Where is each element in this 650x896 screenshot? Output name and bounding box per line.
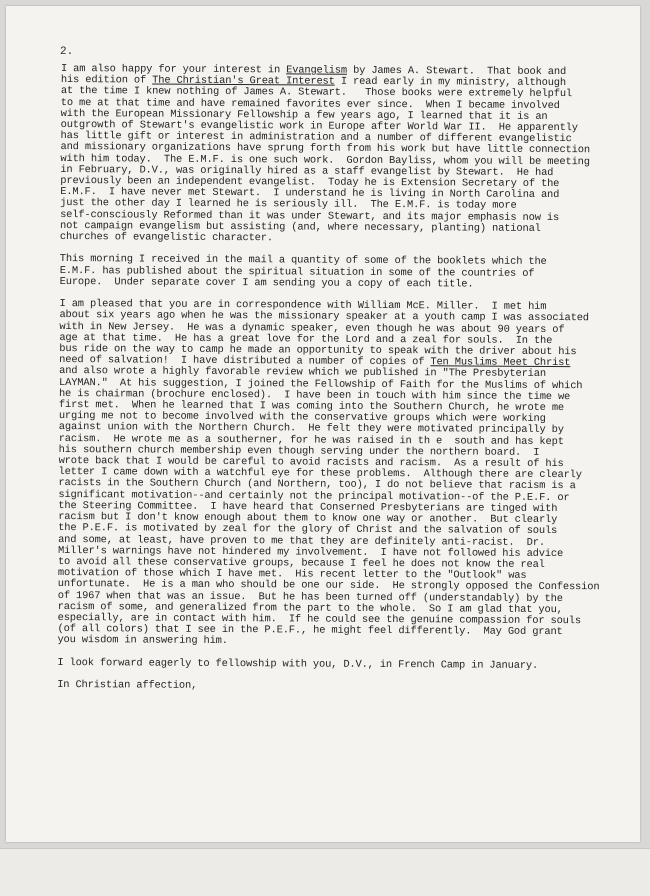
- text-line: against union with the Northern Church. He felt they were motivated principally by: [58, 421, 564, 437]
- text-line: with the European Missionary Fellowship a few years ago, I learned that it is an: [60, 107, 548, 123]
- text-line: of 1967 when that was an issue. But he has been turned off (understandably) by the: [57, 589, 563, 605]
- text-line: not campaign evangelism but assisting (and, where necessary, planting) national: [59, 219, 541, 235]
- text-line: previously been an independent evangelist. Today he is Extension Secretary of the: [60, 175, 560, 191]
- text-line: churches of evangelistic character.: [59, 231, 273, 245]
- text-line: with him today. The E.M.F. is one such work. Gordon Bayliss, whom you will be meeting: [60, 152, 590, 168]
- text-line: with in New Jersey. He was a dynamic speaker, even though he was about 90 years of: [59, 320, 565, 336]
- text-line: This morning I received in the mail a quantity of some of the booklets which the: [59, 253, 547, 269]
- text-line: especially, are in contact with him. If he could see the genuine compassion for souls: [57, 611, 582, 628]
- text-line: wrote back that I would be careful to avoid racists and racism. As a result of his: [58, 455, 564, 471]
- text-line: E.M.F. I have never met Stewart. I understand he is living in North Carolina and: [60, 186, 560, 202]
- text-line: E.M.F. has published about the spiritual situation in some of the countries of: [59, 264, 535, 280]
- paragraph: [60, 254, 630, 291]
- text-line: at the time I knew nothing of James A. Stewart. Those books were extremely helpful: [60, 85, 573, 101]
- page-number: 2.: [60, 46, 74, 58]
- text-line: racism. He wrote me as a southerner, for he was raised in th e south and has kept: [58, 432, 564, 448]
- text-line: I look forward eagerly to fellowship with you, D.V., in French Camp in January.: [57, 656, 539, 672]
- text-line: motivation of those which I have met. His recent letter to the "Outlook" was: [57, 567, 527, 582]
- underlined-title: Evangelism: [286, 64, 348, 77]
- text-line: urging me not to become involved with the conservative groups which were working: [58, 410, 546, 426]
- text-line: age at that time. He has a great love for the Lord and a zeal for souls. In the: [59, 331, 553, 347]
- text-line: I am pleased that you are in correspondence with William McE. Miller. I met him: [59, 298, 547, 314]
- paragraph: [60, 64, 631, 247]
- text-line: just the other day I learned he is seriously ill. The E.M.F. is today more: [60, 197, 517, 213]
- text-line: has little gift or interest in administration and a number of different evangelistic: [60, 130, 572, 146]
- text-line: significant motivation--and certainly not the principal motivation--of the P.E.F. or: [58, 488, 570, 504]
- text-line: letter I came down with a watchful eye for these problems. Although there are clearly: [58, 466, 582, 482]
- paragraph: [57, 299, 629, 650]
- text-line: I am also happy for your interest in Evangelism by James A. Stewart. That book and: [60, 63, 567, 79]
- text-line: and also wrote a highly favorable review which we published in "The Presbyterian: [59, 365, 546, 381]
- paragraph: [57, 658, 627, 673]
- text-line: outgrowth of Stewart's evangelistic work in Europe after World War II. He apparently: [60, 119, 578, 135]
- underlined-title: Ten Muslims Meet Christ: [430, 356, 571, 370]
- text-line: racism but I don't know enough about them to know one way or another. But clearly: [58, 511, 558, 527]
- text-line: the Steering Committee. I have heard that Conserned Presbyterians are tinged with: [58, 499, 558, 515]
- text-line: you wisdom in answering him.: [57, 634, 228, 648]
- text-line: the P.E.F. is motivated by zeal for the glory of Christ and the salvation of souls: [58, 522, 558, 538]
- text-line: he is chairman (brochure enclosed). I have been in touch with him since the time we: [58, 387, 571, 403]
- scanner-bed-strip: [0, 848, 650, 896]
- text-line: first met. When he learned that I was coming into the Southern Church, he wrote me: [58, 399, 565, 415]
- text-line: to me at that time and have remained favorites ever since. When I became involved: [60, 96, 560, 112]
- text-line: (of all colors) that I see in the P.E.F., he might feel differently. May God grant: [57, 623, 563, 639]
- text-line: racism of some, and generalized from the part to the whole. So I am glad that you,: [57, 600, 563, 616]
- text-line: LAYMAN." At his suggestion, I joined the Fellowship of Faith for the Muslims of which: [59, 376, 583, 392]
- text-line: racists in the Southern Church (and Northern, too), I do not believe that racism is a: [58, 477, 576, 493]
- text-line: Miller's warnings have not hindered my involvement. I have not followed his advice: [57, 544, 564, 560]
- text-line: need of salvation! I have distributed a number of copies of Ten Muslims Meet Christ: [59, 354, 571, 370]
- text-line: and missionary organizations have sprung forth from his work but have little connection: [60, 141, 590, 157]
- letter-body: [57, 64, 631, 706]
- text-line: In Christian affection,: [57, 679, 198, 692]
- text-line: Europe. Under separate cover I am sending you a copy of each title.: [59, 275, 474, 291]
- text-line: about six years ago when he was the missionary speaker at a youth camp I was associated: [59, 309, 589, 325]
- text-line: self-consciously Reformed than it was under Stewart, and its major emphasis now is: [60, 208, 560, 224]
- letter-page: [6, 6, 640, 842]
- text-line: to avoid all these conservative groups, because I feel he does not know the real: [57, 555, 545, 571]
- underlined-title: The Christian's Great Interest: [152, 74, 335, 88]
- paragraph: [57, 680, 627, 695]
- text-line: and some, at least, have proven to me that they are definitely anti-racist. Dr.: [58, 533, 545, 549]
- text-line: unfortunate. He is a man who should be one our side. He strongly opposed the Confession: [57, 578, 600, 594]
- text-line: in February, D.V., was originally hired as a staff evangelist by Stewart. He had: [60, 163, 554, 179]
- text-line: his southern church membership even though serving under the northern board. I: [58, 443, 540, 459]
- text-line: bus ride on the way to camp he made an opportunity to speak with the driver about his: [59, 343, 577, 359]
- text-line: his edition of The Christian's Great Interest I read early in my ministry, although: [60, 74, 567, 90]
